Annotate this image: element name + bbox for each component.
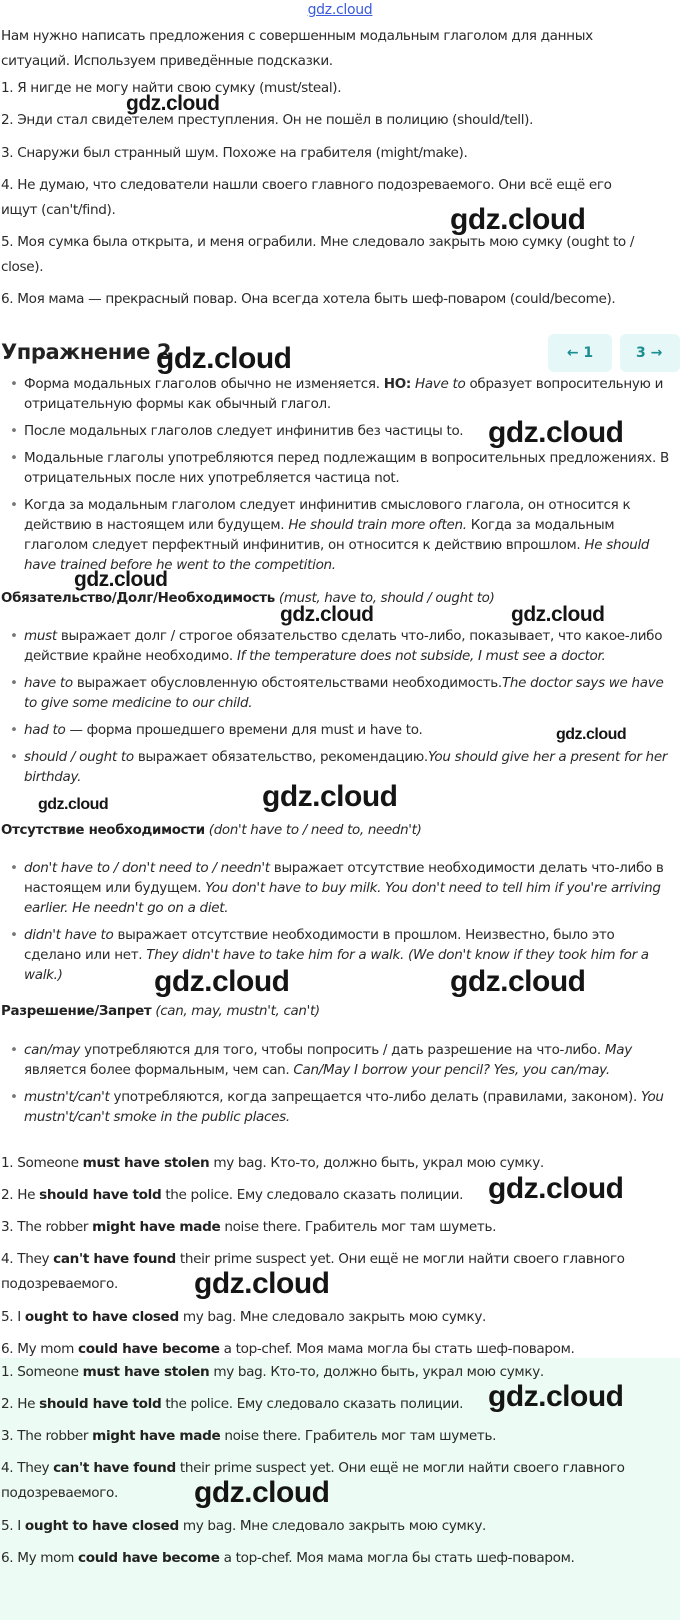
section-obligation-heading: Обязательство/Долг/Необходимость (must, have to, should / ought to): [1, 591, 495, 606]
highlighted-answer-4: 4. They can't have found their prime suspect yet. Они ещё не могли найти своего главного подозреваемого.: [1, 1460, 625, 1501]
highlighted-answer-2: 2. He should have told the police. Ему следовало сказать полиции.: [1, 1396, 464, 1412]
watermark: gdz.cloud: [511, 603, 605, 626]
list-item: • had to — форма прошедшего времени для must и have to.: [8, 720, 672, 740]
highlighted-answer-5: 5. I ought to have closed my bag. Мне следовало закрыть мою сумку.: [1, 1518, 486, 1534]
watermark: gdz.cloud: [488, 1172, 624, 1205]
list-item: • Когда за модальным глаголом следует инфинитив смыслового глагола, он относится к действию в настоящем или будущем. He should train more often. Когда за модальным глаголом следует перфектный инфинитив, он относится к действию впрошлом. He should have trained before he went to the competition.: [8, 495, 672, 575]
answer-6: 6. My mom could have become a top-chef. Моя мама могла бы стать шеф-поваром.: [1, 1341, 575, 1357]
list-item: • must выражает долг / строгое обязательство сделать что-либо, показывает, что какое-либо действие крайне необходимо. If the temperature does not subside, I must see a doctor.: [8, 626, 672, 666]
no-necessity-list: [8, 858, 672, 992]
watermark: gdz.cloud: [74, 568, 168, 591]
prev-exercise-button[interactable]: ← 1: [548, 334, 612, 372]
task-item-3: 3. Снаружи был странный шум. Похоже на грабителя (might/make).: [1, 145, 468, 161]
watermark: gdz.cloud: [156, 342, 292, 375]
watermark: gdz.cloud: [194, 1476, 330, 1509]
list-item: • Модальные глаголы употребляются перед подлежащим в вопросительных предложениях. В отрицательных после них употребляется частица not.: [8, 448, 672, 488]
watermark: gdz.cloud: [262, 780, 398, 813]
task-item-4: 4. Не думаю, что следователи нашли своего главного подозреваемого. Они всё ещё его ищут (can't/find).: [1, 177, 612, 218]
list-item: • should / ought to выражает обязательство, рекомендацию.You should give her a present for her birthday.: [8, 747, 672, 787]
section-permission-heading: Разрешение/Запрет (can, may, mustn't, can't): [1, 1004, 320, 1019]
watermark: gdz.cloud: [556, 726, 627, 743]
watermark: gdz.cloud: [488, 1380, 624, 1413]
obligation-list: [8, 626, 672, 794]
list-item: • can/may употребляются для того, чтобы попросить / дать разрешение на что-либо. May является более формальным, чем can. Can/May I borrow your pencil? Yes, you can/may.: [8, 1040, 672, 1080]
list-item: • don't have to / don't need to / needn't выражает отсутствие необходимости делать что-либо в настоящем или будущем. You don't have to buy milk. You don't need to tell him if you're arriving earlier. He needn't go on a diet.: [8, 858, 672, 918]
exercise-title: Упражнение 2: [1, 340, 172, 364]
list-item: • mustn't/can't употребляются, когда запрещается что-либо делать (правилами, законом). You mustn't/can't smoke in the public places.: [8, 1087, 672, 1127]
task-item-2: 2. Энди стал свидетелем преступления. Он не пошёл в полицию (should/tell).: [1, 112, 534, 128]
list-item: • После модальных глаголов следует инфинитив без частицы to.: [8, 421, 672, 441]
list-item: • Форма модальных глаголов обычно не изменяется. НО: Have to образует вопросительную и отрицательную формы как обычный глагол.: [8, 374, 672, 414]
list-item: • didn't have to выражает отсутствие необходимости в прошлом. Неизвестно, было это сделано или нет. They didn't have to take him for a walk. (We don't know if they took him for a walk.): [8, 925, 672, 985]
next-exercise-button[interactable]: 3 →: [620, 334, 680, 372]
watermark: gdz.cloud: [450, 965, 586, 998]
task-item-5: 5. Моя сумка была открыта, и меня ограбили. Мне следовало закрыть мою сумку (ought to / close).: [1, 234, 635, 275]
highlighted-answer-6: 6. My mom could have become a top-chef. Моя мама могла бы стать шеф-поваром.: [1, 1550, 575, 1566]
task-item-6: 6. Моя мама — прекрасный повар. Она всегда хотела быть шеф-поваром (could/become).: [1, 291, 616, 307]
permission-list: [8, 1040, 672, 1134]
answer-3: 3. The robber might have made noise there. Грабитель мог там шуметь.: [1, 1219, 497, 1235]
task-item-1: 1. Я нигде не могу найти свою сумку (must/steal).: [1, 80, 342, 96]
site-title-link[interactable]: gdz.cloud: [307, 2, 373, 18]
task-intro: Нам нужно написать предложения с совершенным модальным глаголом для данных ситуаций. Используем приведённые подсказки.: [1, 28, 593, 69]
watermark: gdz.cloud: [126, 92, 220, 115]
answer-5: 5. I ought to have closed my bag. Мне следовало закрыть мою сумку.: [1, 1309, 486, 1325]
watermark: gdz.cloud: [154, 965, 290, 998]
answer-1: 1. Someone must have stolen my bag. Кто-то, должно быть, украл мою сумку.: [1, 1155, 544, 1171]
answer-4: 4. They can't have found their prime suspect yet. Они ещё не могли найти своего главного подозреваемого.: [1, 1251, 625, 1292]
answer-2: 2. He should have told the police. Ему следовало сказать полиции.: [1, 1187, 464, 1203]
list-item: • have to выражает обусловленную обстоятельствами необходимость.The doctor says we have to give some medicine to our child.: [8, 673, 672, 713]
section-no-necessity-heading: Отсутствие необходимости (don't have to / need to, needn't): [1, 823, 422, 838]
highlighted-answer-1: 1. Someone must have stolen my bag. Кто-то, должно быть, украл мою сумку.: [1, 1364, 544, 1380]
watermark: gdz.cloud: [280, 603, 374, 626]
watermark: gdz.cloud: [488, 416, 624, 449]
highlighted-answer-3: 3. The robber might have made noise there. Грабитель мог там шуметь.: [1, 1428, 497, 1444]
watermark: gdz.cloud: [38, 796, 109, 813]
watermark: gdz.cloud: [194, 1267, 330, 1300]
modal-rules-list: [8, 374, 672, 582]
watermark: gdz.cloud: [450, 203, 586, 236]
